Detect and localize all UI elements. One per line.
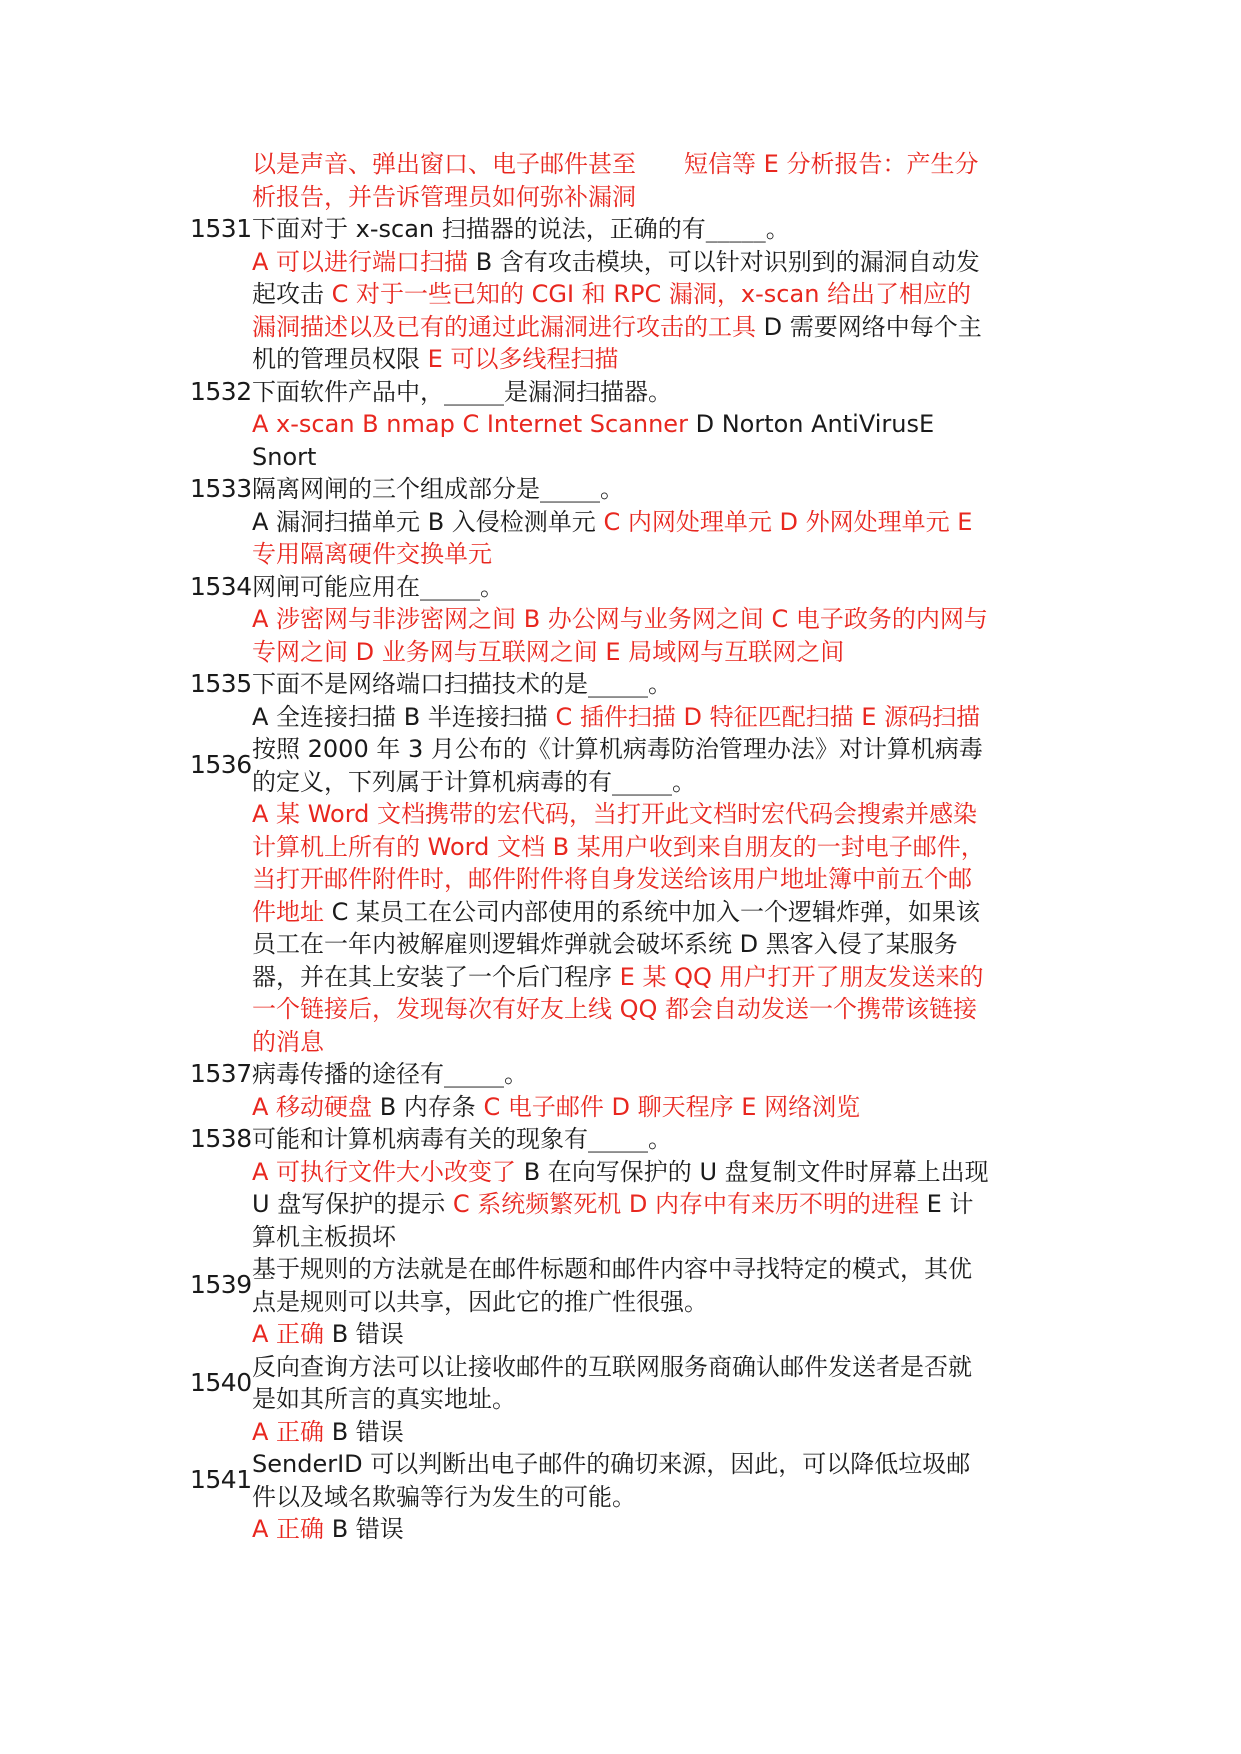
answer-option-correct: C 电子政务的内网与专网之间 — [252, 605, 988, 666]
answer-options — [252, 1156, 990, 1254]
answer-option-correct: D 业务网与互联网之间 — [355, 637, 598, 666]
answer-options — [252, 1513, 990, 1546]
answer-option: D 需要网络中每个主机的管理员权限 — [252, 312, 982, 373]
question-number: 1541 — [190, 1465, 252, 1495]
question-number: 1540 — [190, 1367, 252, 1397]
answer-options — [252, 408, 990, 473]
answer-option-correct: A 可以进行端口扫描 — [252, 247, 469, 276]
answer-option-correct: A 正确 — [252, 1417, 325, 1446]
answer-option-correct: C 插件扫描 — [555, 702, 676, 731]
question-text: 下面软件产品中，_____是漏洞扫描器。 — [252, 377, 672, 406]
question-number: 1533 — [190, 474, 252, 503]
question-number: 1539 — [190, 1270, 252, 1300]
answer-option-correct: C 内网处理单元 — [603, 507, 772, 536]
answer-option-correct: A 正确 — [252, 1320, 325, 1348]
question-number: 1535 — [190, 669, 252, 698]
question-block — [190, 376, 990, 474]
answer-option: B 错误 — [331, 1417, 404, 1446]
answer-option-correct: E 局域网与互联网之间 — [605, 637, 845, 666]
question-text: 反向查询方法可以让接收邮件的互联网服务商确认邮件发送者是否就是如其所言的真实地址。 — [252, 1352, 972, 1413]
question-row — [190, 1448, 990, 1513]
answer-option-correct: E 可以多线程扫描 — [427, 345, 619, 373]
answer-option-correct: C 电子邮件 — [483, 1092, 604, 1121]
question-text: 网闸可能应用在_____。 — [252, 572, 504, 601]
answer-option-correct: B 某用户收到来自朋友的一封电子邮件，当打开邮件附件时，邮件附件将自身发送给该用户地址簿中前五个邮件地址 — [252, 832, 985, 926]
answer-option-correct: A x-scan — [252, 410, 355, 438]
question-text: 隔离网闸的三个组成部分是_____。 — [252, 475, 624, 503]
answer-option-correct: C 系统频繁死机 — [452, 1190, 622, 1218]
answer-option: C 某员工在公司内部使用的系统中加入一个逻辑炸弹，如果该员工在一年内被解雇则逻辑炸弹就会破坏系统 — [252, 897, 981, 958]
answer-option-correct: D 聊天程序 — [611, 1092, 734, 1121]
answer-option-correct: C Internet Scanner — [462, 410, 688, 438]
question-block — [190, 1058, 990, 1123]
question-number: 1531 — [190, 214, 252, 243]
question-number: 1532 — [190, 376, 252, 406]
answer-option-correct: B nmap — [362, 410, 455, 438]
question-number: 1536 — [190, 750, 252, 780]
answer-options — [252, 701, 990, 734]
continued-answer-text — [252, 148, 990, 213]
answer-option-correct: A 正确 — [252, 1515, 325, 1543]
question-text: 基于规则的方法就是在邮件标题和邮件内容中寻找特定的模式，其优点是规则可以共享，因此它的推广性很强。 — [252, 1255, 972, 1316]
answer-option-correct: A 移动硬盘 — [252, 1092, 373, 1121]
question-text: SenderID 可以判断出电子邮件的确切来源，因此，可以降低垃圾邮件以及域名欺骗等行为发生的可能。 — [252, 1450, 971, 1511]
answer-option: B 错误 — [331, 1320, 404, 1348]
question-row — [190, 376, 990, 409]
question-row — [190, 1351, 990, 1416]
answer-option-correct: C 对于一些已知的 CGI 和 RPC 漏洞，x-scan 给出了相应的漏洞描述以及已有的通过此漏洞进行攻击的工具 — [252, 280, 972, 341]
answer-option: B 入侵检测单元 — [427, 507, 596, 536]
question-text: 下面不是网络端口扫描技术的是_____。 — [252, 670, 672, 698]
answer-options — [252, 246, 990, 376]
question-text: 病毒传播的途径有_____。 — [252, 1060, 528, 1088]
answer-option-correct: D 外网处理单元 — [779, 507, 950, 536]
answer-options — [252, 506, 990, 571]
question-row — [190, 668, 990, 701]
answer-option: B 错误 — [331, 1515, 404, 1543]
question-block — [190, 213, 990, 376]
question-text: 可能和计算机病毒有关的现象有_____。 — [252, 1125, 672, 1153]
question-block — [190, 473, 990, 571]
answer-options — [252, 798, 990, 1058]
question-list — [190, 213, 990, 1546]
question-row — [190, 1058, 990, 1091]
answer-option-correct: D 内存中有来历不明的进程 — [628, 1190, 920, 1218]
answer-option: D 黑客入侵了某服务器，并在其上安装了一个后门程序 — [252, 930, 958, 991]
answer-option-correct: E 某 QQ 用户打开了朋友发送来的一个链接后，发现每次有好友上线 QQ 都会自动发送一个携带该链接的消息 — [252, 962, 984, 1056]
answer-option-correct: E 源码扫描 — [861, 702, 981, 731]
question-block — [190, 1448, 990, 1546]
answer-option-correct: E 专用隔离硬件交换单元 — [252, 507, 973, 568]
answer-option: D Norton AntiVirusE Snort — [252, 410, 935, 471]
question-block — [190, 668, 990, 733]
question-row — [190, 733, 990, 798]
question-block — [190, 571, 990, 669]
question-row — [190, 1123, 990, 1156]
question-block — [190, 733, 990, 1058]
answer-option-correct: A 可执行文件大小改变了 — [252, 1157, 517, 1186]
answer-option-correct: D 特征匹配扫描 — [683, 702, 854, 731]
question-number: 1534 — [190, 571, 252, 601]
answer-option: A 漏洞扫描单元 — [252, 507, 421, 536]
answer-options — [252, 1318, 990, 1351]
answer-option: B 内存条 — [379, 1092, 476, 1121]
question-number: 1538 — [190, 1124, 252, 1153]
question-row — [190, 1253, 990, 1318]
answer-option: E 计算机主板损坏 — [252, 1190, 974, 1251]
question-text: 按照 2000 年 3 月公布的《计算机病毒防治管理办法》对计算机病毒的定义，下列属于计算机病毒的有_____。 — [252, 735, 983, 796]
answer-option-correct: E 网络浏览 — [741, 1092, 861, 1121]
question-block — [190, 1123, 990, 1253]
question-row — [190, 571, 990, 604]
answer-option-correct: A 某 Word 文档携带的宏代码，当打开此文档时宏代码会搜索并感染计算机上所有的 Word 文档 — [252, 800, 978, 861]
question-block — [190, 1253, 990, 1351]
answer-option: B 在向写保护的 U 盘复制文件时屏幕上出现 U 盘写保护的提示 — [252, 1157, 989, 1218]
continued-answer-fragment: 以是声音、弹出窗口、电子邮件甚至 短信等 E 分析报告：产生分析报告，并告诉管理员如何弥补漏洞 — [252, 150, 979, 211]
answer-options — [252, 603, 990, 668]
document-page — [190, 148, 990, 1546]
question-block — [190, 1351, 990, 1449]
answer-options — [252, 1416, 990, 1449]
answer-option-correct: A 涉密网与非涉密网之间 — [252, 605, 517, 633]
answer-option-correct: B 办公网与业务网之间 — [523, 605, 764, 633]
answer-option: B 半连接扫描 — [403, 702, 548, 731]
answer-option: B 含有攻击模块，可以针对识别到的漏洞自动发起攻击 — [252, 247, 980, 308]
answer-option: A 全连接扫描 — [252, 702, 397, 731]
question-row — [190, 213, 990, 246]
answer-options — [252, 1091, 990, 1124]
question-text: 下面对于 x-scan 扫描器的说法，正确的有_____。 — [252, 215, 790, 243]
question-number: 1537 — [190, 1059, 252, 1088]
question-row — [190, 473, 990, 506]
